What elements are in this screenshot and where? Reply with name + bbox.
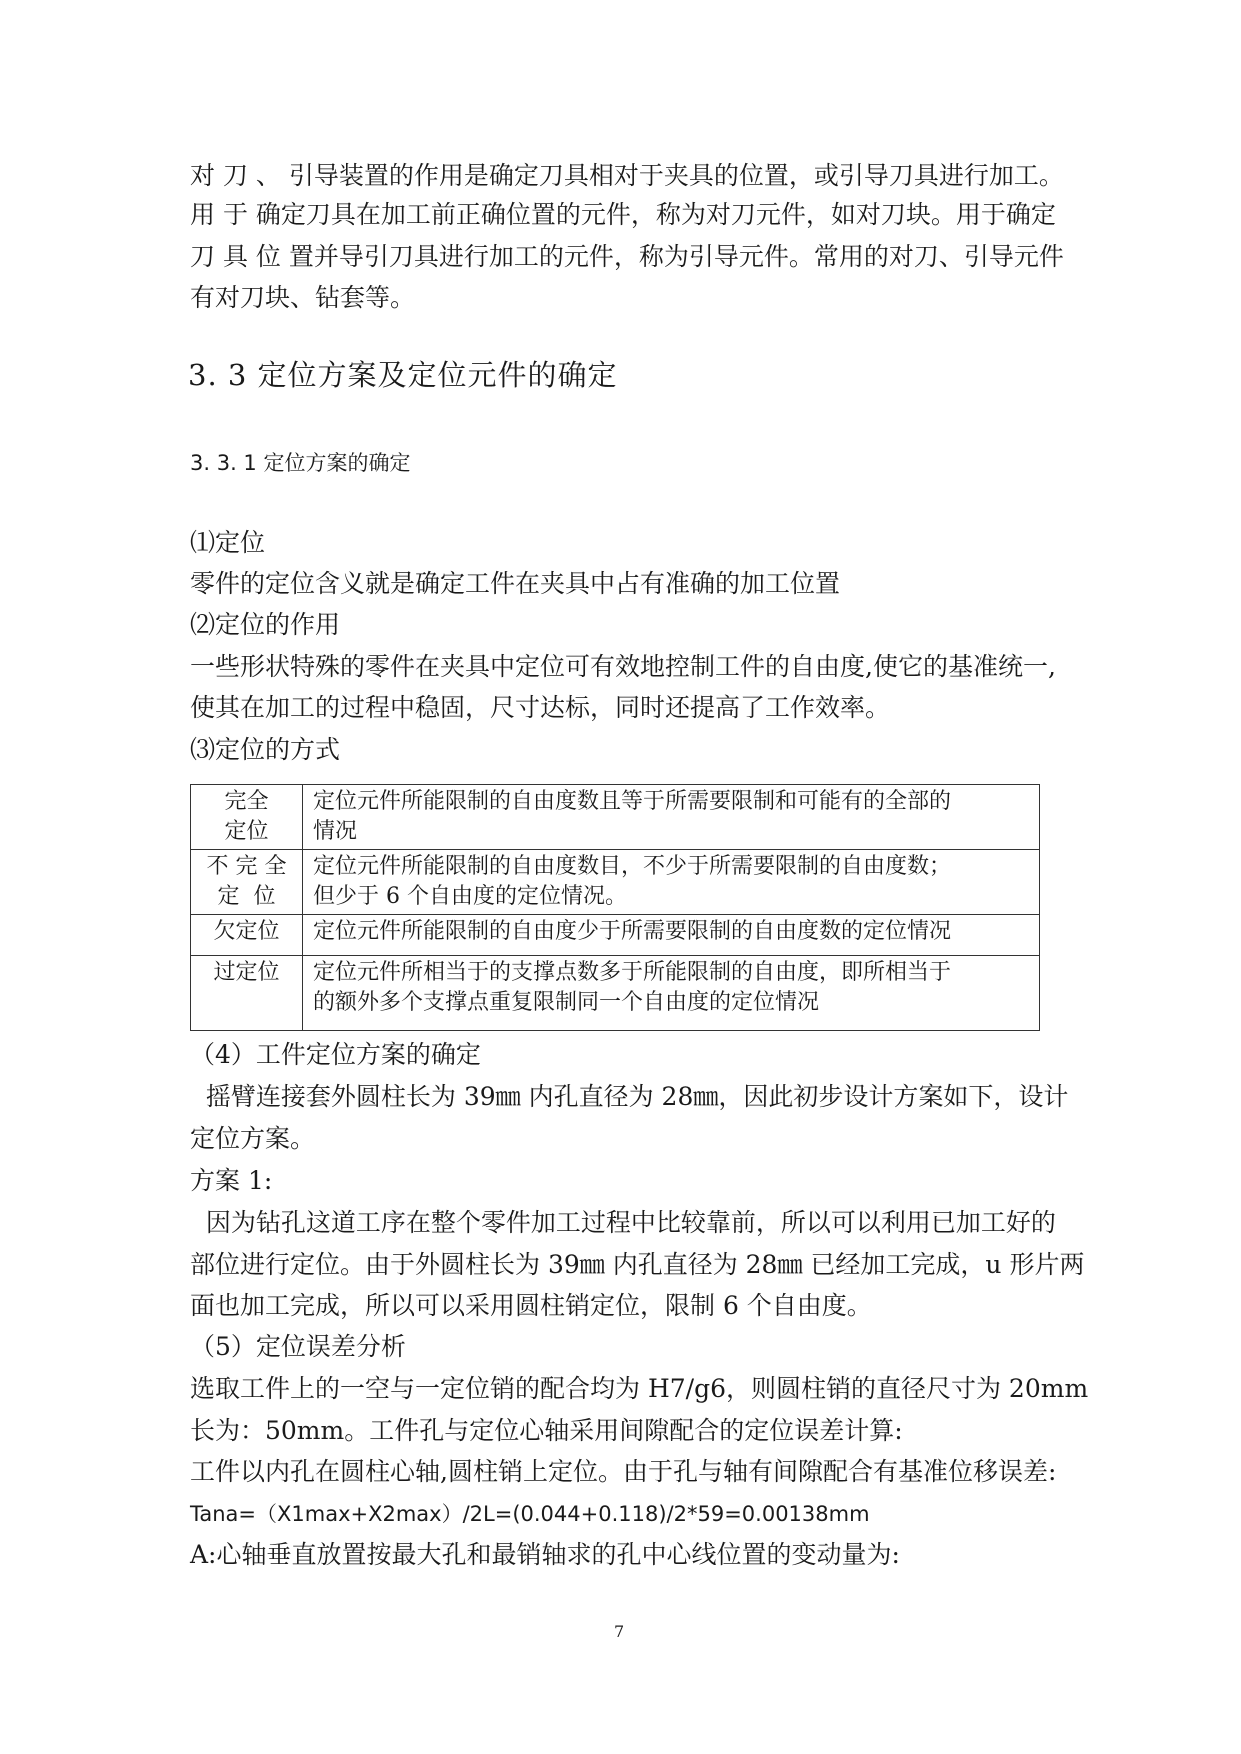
- part-5-line-1: 选取工件上的一空与一定位销的配合均为 H7/g6，则圆柱销的直径尺寸为 20mm: [190, 1374, 1089, 1403]
- table-key-line: 不 完 全: [206, 854, 287, 879]
- part-5-line-5: A:心轴垂直放置按最大孔和最销轴求的孔中心线位置的变动量为:: [190, 1540, 900, 1569]
- table-row: [191, 850, 1040, 915]
- table-key-line: 定 位: [217, 884, 276, 909]
- item-2-line-1: 一些形状特殊的零件在夹具中定位可有效地控制工件的自由度,使它的基准统一,: [190, 652, 1056, 681]
- part-5-line-3: 工件以内孔在圆柱心轴,圆柱销上定位。由于孔与轴有间隙配合有基准位移误差:: [190, 1457, 1057, 1486]
- table-key-cell: [191, 850, 303, 915]
- intro-line-2: 用 于 确定刀具在加工前正确位置的元件，称为对刀元件，如对刀块。用于确定: [190, 200, 1056, 229]
- plan-line-1: 因为钻孔这道工序在整个零件加工过程中比较靠前，所以可以利用已加工好的: [190, 1208, 1056, 1237]
- positioning-modes-table: [190, 784, 1040, 1031]
- formula-line: Tana=（X1max+X2max）/2L=(0.044+0.118)/2*59=0.00138mm: [190, 1502, 870, 1526]
- part-5-line-2: 长为：50mm。工件孔与定位心轴采用间隙配合的定位误差计算:: [190, 1416, 903, 1445]
- intro-line-4: 有对刀块、钻套等。: [190, 283, 416, 312]
- part-5-heading: （5）定位误差分析: [190, 1332, 406, 1361]
- table-key-line: 欠定位: [213, 919, 280, 944]
- plan-line-3: 面也加工完成，所以可以采用圆柱销定位，限制 6 个自由度。: [190, 1291, 872, 1320]
- table-row: [191, 956, 1040, 1031]
- item-3-heading: ⑶定位的方式: [190, 735, 341, 764]
- item-1-text: 零件的定位含义就是确定工件在夹具中占有准确的加工位置: [190, 569, 841, 598]
- table-row: [191, 785, 1040, 850]
- plan-label: 方案 1:: [190, 1166, 273, 1195]
- part-4-line-2: 定位方案。: [190, 1124, 316, 1153]
- part-4-heading: （4）工件定位方案的确定: [190, 1040, 481, 1069]
- table-row: [191, 915, 1040, 956]
- intro-line-3: 刀 具 位 置并导引刀具进行加工的元件，称为引导元件。常用的对刀、引导元件: [190, 242, 1064, 271]
- table-key-line: 完全: [224, 789, 269, 814]
- section-heading: 3. 3 定位方案及定位元件的确定: [188, 358, 618, 392]
- table-desc-cell: [303, 956, 1040, 1031]
- table-desc-line: 但少于 6 个自由度的定位情况。: [313, 884, 627, 909]
- table-key-cell: [191, 956, 303, 1031]
- page-number: 7: [614, 1622, 625, 1641]
- table-desc-cell: [303, 785, 1040, 850]
- part-4-line-1: 摇臂连接套外圆柱长为 39㎜ 内孔直径为 28㎜，因此初步设计方案如下，设计: [190, 1082, 1069, 1111]
- table-desc-line: 定位元件所能限制的自由度少于所需要限制的自由度数的定位情况: [313, 919, 952, 944]
- table-desc-line: 定位元件所能限制的自由度数且等于所需要限制和可能有的全部的: [313, 789, 952, 814]
- plan-line-2: 部位进行定位。由于外圆柱长为 39㎜ 内孔直径为 28㎜ 已经加工完成，u 形片两: [190, 1250, 1085, 1279]
- item-2-line-2: 使其在加工的过程中稳固，尺寸达标，同时还提高了工作效率。: [190, 693, 891, 722]
- table-key-cell: [191, 915, 303, 956]
- table-desc-cell: [303, 850, 1040, 915]
- table-desc-line: 定位元件所能限制的自由度数目，不少于所需要限制的自由度数；: [313, 854, 952, 879]
- table-key-line: 定位: [224, 819, 269, 844]
- table-desc-line: 情况: [313, 819, 358, 844]
- table-desc-cell: [303, 915, 1040, 956]
- item-2-heading: ⑵定位的作用: [190, 610, 341, 639]
- item-1-heading: ⑴定位: [190, 528, 266, 557]
- table-desc-line: 定位元件所相当于的支撑点数多于所能限制的自由度，即所相当于: [313, 960, 952, 985]
- table-key-line: 过定位: [213, 960, 280, 985]
- subsection-heading: 3. 3. 1 定位方案的确定: [190, 451, 411, 475]
- table-key-cell: [191, 785, 303, 850]
- intro-line-1: 对 刀 、 引导装置的作用是确定刀具相对于夹具的位置，或引导刀具进行加工。: [190, 161, 1064, 190]
- table-desc-line: 的额外多个支撑点重复限制同一个自由度的定位情况: [313, 990, 820, 1015]
